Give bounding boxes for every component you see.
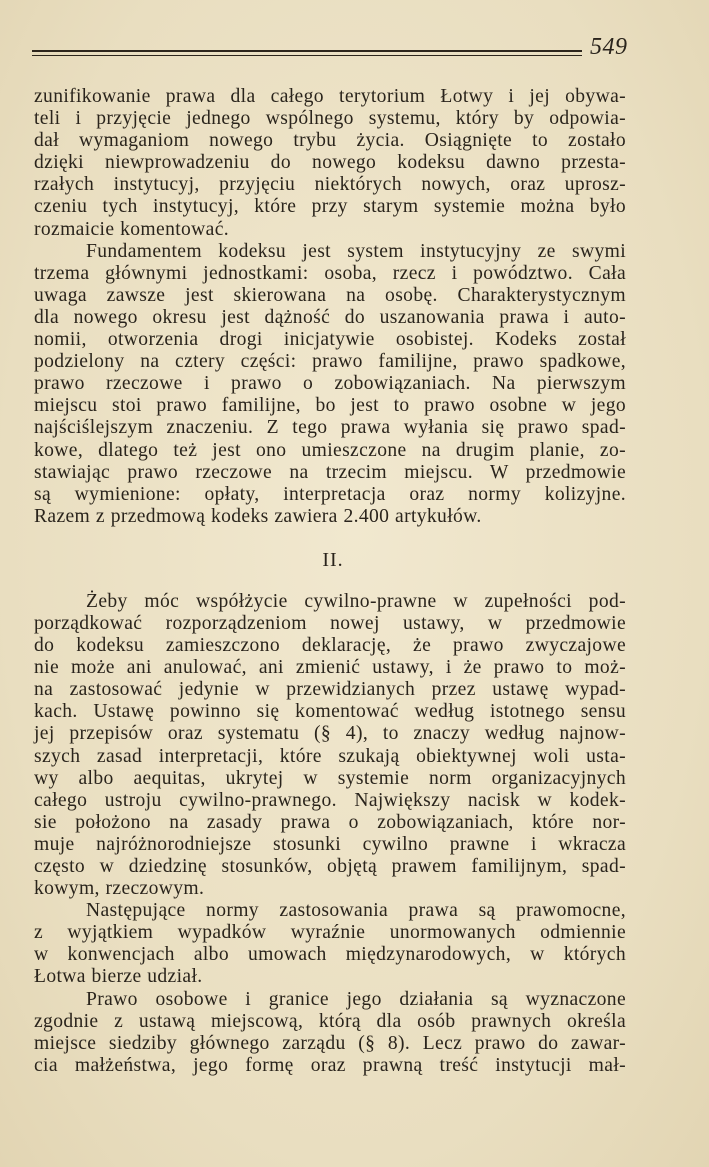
text-line: są wymienione: opłaty, interpretacja oraz normy kolizyjne. — [34, 483, 626, 505]
text-line: Żeby móc współżycie cywilno-prawne w zupełności pod- — [86, 590, 626, 612]
paragraph — [34, 989, 626, 1077]
paragraph — [34, 900, 626, 988]
text-line: dzięki niewprowadzeniu do nowego kodeksu dawno przesta- — [34, 152, 626, 174]
text-line: dał wymaganiom nowego trybu życia. Osiągnięte to zostało — [34, 130, 626, 152]
text-line: nie może ani anulować, ani zmienić ustawy, i że prawo to moż- — [34, 657, 626, 679]
text-line: rozmaicie komentować. — [34, 218, 229, 240]
paragraph — [34, 86, 626, 241]
text-line: zgodnie z ustawą miejscową, którą dla osób prawnych określa — [34, 1010, 626, 1032]
text-line: najściślejszym znaczeniu. Z tego prawa wyłania się prawo spad- — [34, 417, 626, 439]
text-line: stawiając prawo rzeczowe na trzecim miejscu. W przedmowie — [34, 461, 626, 483]
header-rule — [32, 50, 582, 59]
text-line: kowym, rzeczowym. — [34, 878, 205, 900]
text-line: w konwencjach albo umowach międzynarodowych, w których — [34, 944, 626, 966]
text-line: miejsce siedziby głównego zarządu (§ 8). Lecz prawo do zawar- — [34, 1032, 626, 1054]
paragraph — [34, 241, 626, 528]
text-line: porządkować rozporządzeniom nowej ustawy, w przedmowie — [34, 612, 626, 634]
page-number: 549 — [590, 34, 628, 60]
text-line: jej przepisów oraz systematu (§ 4), to znaczy według najnow- — [34, 723, 626, 745]
text-line: cia małżeństwa, jego formę oraz prawną treść instytucji mał- — [34, 1054, 626, 1076]
text-line: nomii, otworzenia drogi inicjatywie osobistej. Kodeks został — [34, 329, 626, 351]
text-line: Fundamentem kodeksu jest system instytucyjny ze swymi — [86, 240, 626, 262]
text-line: często w dziedzinę stosunków, objętą prawem familijnym, spad- — [34, 856, 626, 877]
text-line: Łotwa bierze udział. — [34, 966, 203, 988]
text-line: prawo rzeczowe i prawo o zobowiązaniach. Na pierwszym — [34, 373, 626, 395]
text-line: Razem z przedmową kodeks zawiera 2.400 artykułów. — [34, 505, 482, 527]
text-line: muje najróżnorodniejsze stosunki cywilno prawne i wkracza — [34, 833, 626, 855]
header-rule-thick — [32, 50, 582, 52]
text-line: kowe, dlatego też jest ono umieszczone na drugim planie, zo- — [34, 439, 626, 461]
text-line: Prawo osobowe i granice jego działania są wyznaczone — [86, 988, 626, 1010]
section-numeral: II. — [322, 548, 344, 571]
text-line: całego ustroju cywilno-prawnego. Największy nacisk w kodek- — [34, 789, 626, 811]
text-line: sie położono na zasady prawa o zobowiązaniach, które nor- — [34, 811, 626, 833]
header-rule-thin — [32, 55, 582, 56]
text-line: uwaga zawsze jest skierowana na osobę. Charakterystycznym — [34, 284, 626, 306]
text-line: teli i przyjęcie jednego wspólnego systemu, który by odpowia- — [34, 108, 626, 130]
body-text — [34, 86, 626, 1077]
text-line: podzielony na cztery części: prawo familijne, prawo spadkowe, — [34, 351, 626, 373]
text-line: kach. Ustawę powinno się komentować według istotnego sensu — [34, 701, 626, 723]
text-line: rzałych instytucyj, przyjęciu niektórych nowych, oraz uprosz- — [34, 174, 626, 196]
text-line: trzema głównymi jednostkami: osoba, rzecz i powództwo. Cała — [34, 262, 626, 284]
text-line: dla nowego okresu jest dążność do uszanowania prawa i auto- — [34, 306, 626, 328]
text-line: szych zasad interpretacji, które szukają obiektywnej woli usta- — [34, 745, 626, 767]
text-line: do kodeksu zamieszczono deklarację, że prawo zwyczajowe — [34, 635, 626, 657]
text-line: na zastosować jedynie w przewidzianych przez ustawę wypad- — [34, 679, 626, 701]
text-line: zunifikowanie prawa dla całego terytorium Łotwy i jej obywa- — [34, 86, 626, 107]
text-line: Następujące normy zastosowania prawa są prawomocne, — [86, 900, 626, 922]
text-line: wy albo aequitas, ukrytej w systemie norm organizacyjnych — [34, 767, 626, 789]
text-line: z wyjątkiem wypadków wyraźnie unormowanych odmiennie — [34, 922, 626, 944]
paragraph — [34, 591, 626, 900]
text-line: czeniu tych instytucyj, które przy starym systemie można było — [34, 196, 626, 218]
text-line: miejscu stoi prawo familijne, bo jest to prawo osobne w jego — [34, 395, 626, 417]
